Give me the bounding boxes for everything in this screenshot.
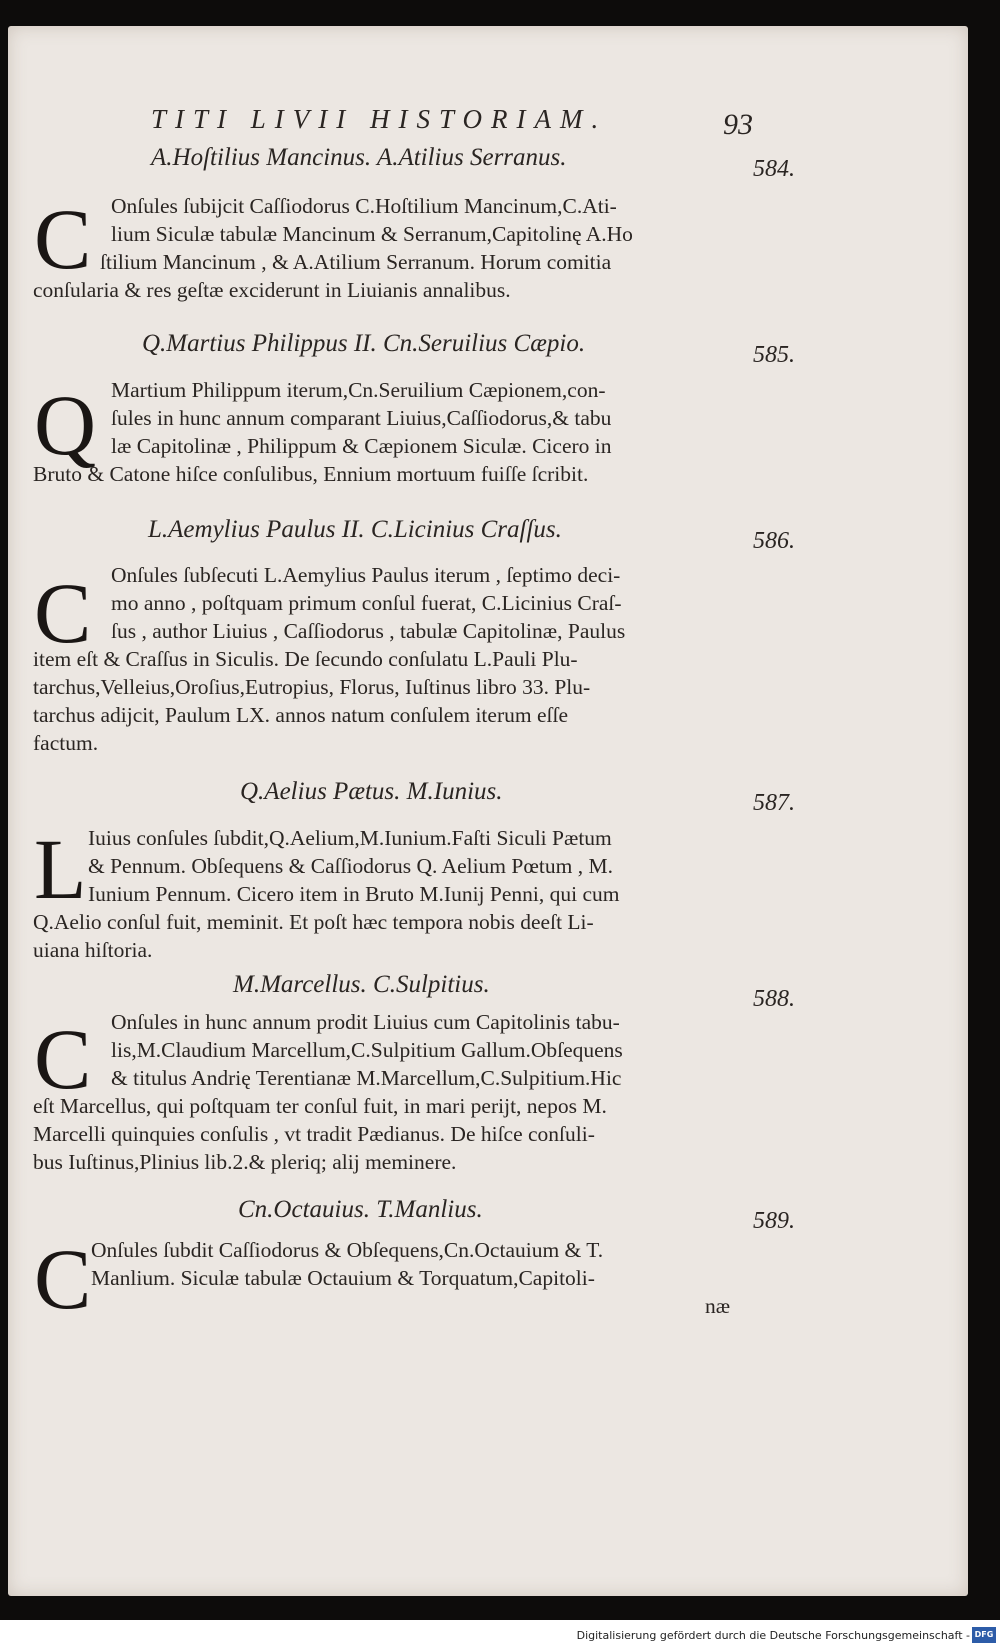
text-line: lium Siculæ tabulæ Mancinum & Serranum,Capitolinę A.Ho [111,222,633,246]
year-marker: 587. [753,790,795,816]
text-line: factum. [33,731,99,755]
consuls-heading: M.Marcellus. C.Sulpitius. [233,971,490,998]
dfg-logo-icon: DFG [972,1627,996,1643]
text-line: mo anno , poſtquam primum conſul fuerat, C.Licinius Craſ- [111,591,622,615]
text-line: tarchus,Velleius,Oroſius,Eutropius, Florus, Iuſtinus libro 33. Plu- [33,675,591,699]
footer-credit: Digitalisierung gefördert durch die Deutsche Forschungsgemeinschaft - [576,1629,970,1642]
consuls-heading: Q.Aelius Pætus. M.Iunius. [240,778,503,805]
drop-initial: C [34,1011,92,1107]
text-line: Martium Philippum iterum,Cn.Seruilium Cæpionem,con- [111,378,606,402]
year-marker: 585. [753,342,795,368]
text-line: eſt Marcellus, qui poſtquam ter conſul fuit, in mari perijt, nepos M. [33,1094,607,1118]
text-line: conſularia & res geſtæ exciderunt in Liuianis annalibus. [33,278,511,302]
text-line: Onſules in hunc annum prodit Liuius cum Capitolinis tabu- [111,1010,620,1034]
entry-text [33,821,763,964]
entry-text [33,1231,763,1327]
drop-initial: C [34,1231,92,1327]
running-header: TITI LIVII HISTORIAM. [151,104,608,134]
catchword: næ [705,1294,731,1318]
drop-initial: C [34,565,92,661]
text-line: Iuius conſules ſubdit,Q.Aelium,M.Iunium.Faſti Siculi Pætum [88,826,612,850]
digitization-footer [0,1622,1000,1650]
text-line: Iunium Pennum. Cicero item in Bruto M.Iunij Penni, qui cum [88,882,620,906]
text-line: & titulus Andrię Terentianæ M.Marcellum,C.Sulpitium.Hic [111,1066,622,1090]
text-line: tarchus adijcit, Paulum LX. annos natum conſulem iterum eſſe [33,703,568,727]
text-line: item eſt & Craſſus in Siculis. De ſecundo conſulatu L.Pauli Plu- [33,647,578,671]
drop-initial: C [34,191,92,287]
consuls-heading: Cn.Octauius. T.Manlius. [238,1196,483,1223]
text-line: Onſules ſubijcit Caſſiodorus C.Hoſtilium Mancinum,C.Ati- [111,194,617,218]
entry-text [33,376,763,488]
page-number: 93 [723,108,753,141]
text-line: lis,M.Claudium Marcellum,C.Sulpitium Gallum.Obſequens [111,1038,623,1062]
year-marker: 584. [753,156,795,182]
book-page [8,26,968,1596]
consuls-heading: A.Hoſtilius Mancinus. A.Atilius Serranus. [151,144,567,171]
text-line: & Pennum. Obſequens & Caſſiodorus Q. Aelium Pœtum , M. [88,854,613,878]
year-marker: 588. [753,986,795,1012]
year-marker: 589. [753,1208,795,1234]
text-line: læ Capitolinæ , Philippum & Cæpionem Siculæ. Cicero in [111,434,612,458]
text-line: Marcelli quinquies conſulis , vt tradit Pædianus. De hiſce conſuli- [33,1122,595,1146]
entry-text [33,1008,763,1176]
drop-initial: L [34,821,87,917]
text-line: Bruto & Catone hiſce conſulibus, Ennium mortuum fuiſſe ſcribit. [33,462,589,486]
consuls-heading: L.Aemylius Paulus II. C.Licinius Craſſus. [148,516,562,543]
text-line: Manlium. Siculæ tabulæ Octauium & Torquatum,Capitoli- [91,1266,595,1290]
text-line: ſules in hunc annum comparant Liuius,Caſſiodorus,& tabu [111,406,612,430]
consuls-heading: Q.Martius Philippus II. Cn.Seruilius Cæpio. [142,330,586,357]
text-line: ſtilium Mancinum , & A.Atilium Serranum. Horum comitia [100,250,612,274]
text-line: Onſules ſubſecuti L.Aemylius Paulus iterum , ſeptimo deci- [111,563,621,587]
entry-text [33,192,763,304]
text-line: Onſules ſubdit Caſſiodorus & Obſequens,Cn.Octauium & T. [91,1238,604,1262]
text-line: uiana hiſtoria. [33,938,153,962]
entry-text [33,561,763,757]
text-line: ſus , author Liuius , Caſſiodorus , tabulæ Capitolinæ, Paulus [111,619,626,643]
drop-initial: Q [34,377,97,473]
text-line: Q.Aelio conſul fuit, meminit. Et poſt hæc tempora nobis deeſt Li- [33,910,594,934]
year-marker: 586. [753,528,795,554]
text-line: bus Iuſtinus,Plinius lib.2.& pleriq; alij meminere. [33,1150,457,1174]
